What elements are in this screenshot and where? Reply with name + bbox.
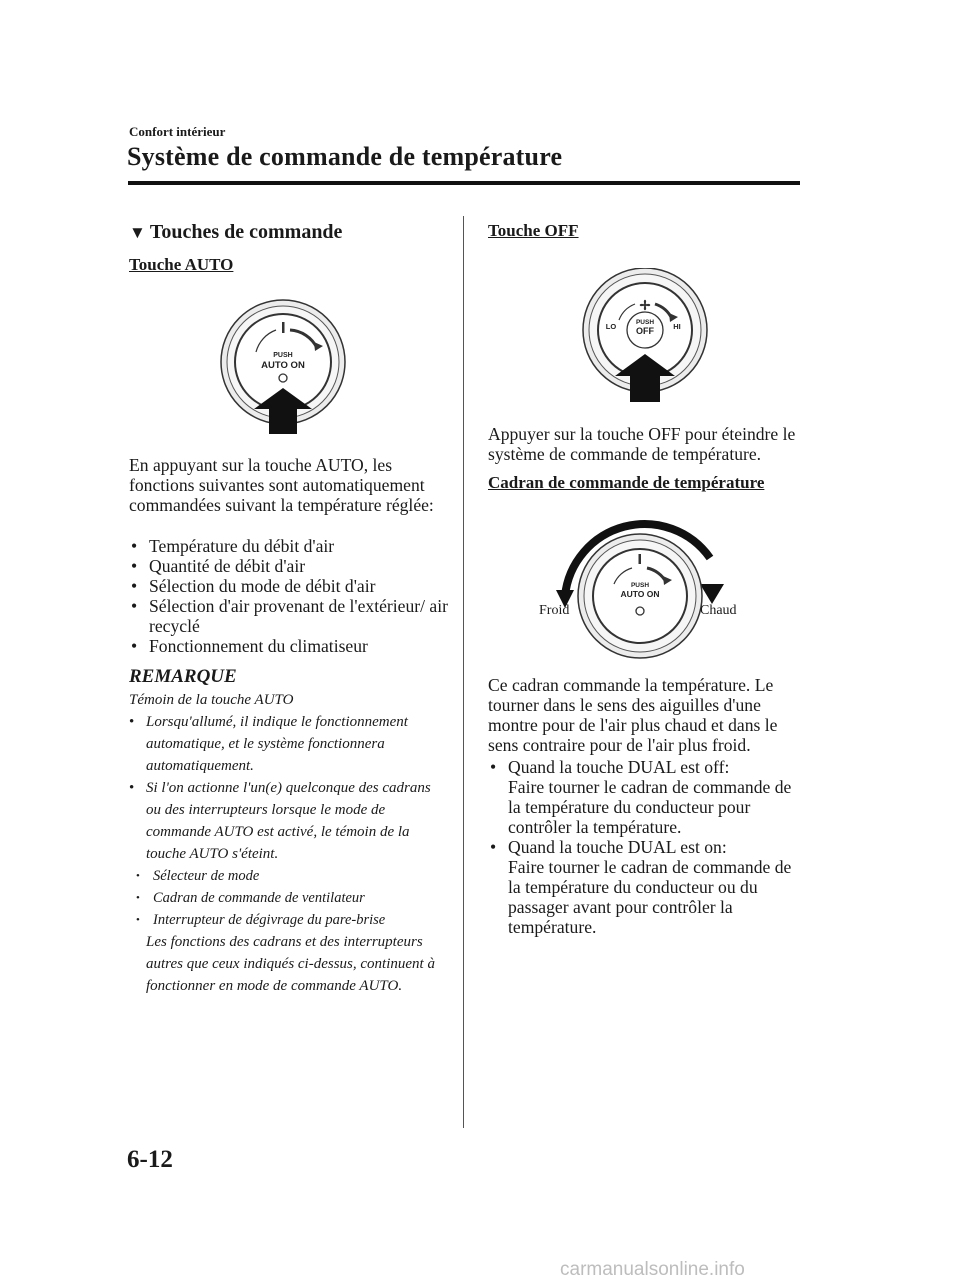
note-body: [129, 689, 447, 997]
cold-label: Froid: [539, 603, 570, 618]
column-divider: [463, 216, 464, 1128]
off-description: Appuyer sur la touche OFF pour éteindre le système de commande de température.: [488, 424, 796, 464]
hi-label: HI: [673, 322, 681, 331]
list-item: • Quand la touche DUAL est on: Faire tourner le cadran de commande de la température du conducteur ou du passager avant pour contrôler la température.: [490, 837, 792, 937]
list-item: • Sélection du mode de débit d'air: [131, 576, 376, 596]
controls-heading: [129, 221, 342, 244]
note-subheading: Témoin de la touche AUTO: [129, 692, 294, 708]
title-rule: [128, 181, 800, 185]
list-item: • Sélection d'air provenant de l'extérieur/ air recyclé: [131, 596, 448, 636]
auto-button-title: Touche AUTO: [129, 255, 234, 274]
page-number: 6-12: [127, 1146, 173, 1173]
lo-label: LO: [605, 322, 617, 331]
auto-function-list: [129, 536, 449, 656]
auto-on-label: AUTO ON: [261, 360, 305, 371]
note-item: • Lorsqu'allumé, il indique le fonctionnement automatique, et le système fonctionnera automatiquement.: [129, 714, 408, 774]
off-button-illustration: [575, 268, 715, 418]
dual-list: [488, 757, 803, 937]
dial-description: Ce cadran commande la température. Le tourner dans le sens des aiguilles d'une montre pour de l'air plus chaud et dans le sens contraire pour de l'air plus froid.: [488, 675, 778, 755]
list-item: • Fonctionnement du climatiseur: [131, 636, 368, 656]
off-label: OFF: [636, 326, 654, 336]
note-item: • Si l'on actionne l'un(e) quelconque des cadrans ou des interrupteurs lorsque le mode de commande AUTO est activé, le témoin de la touche AUTO s'éteint.: [129, 780, 431, 862]
auto-button-illustration: [218, 296, 348, 446]
off-button-title: Touche OFF: [488, 221, 579, 240]
note-heading: REMARQUE: [129, 666, 237, 687]
page-title: Système de commande de température: [127, 142, 563, 171]
dial-push-label: PUSH: [630, 582, 650, 589]
note-subitem: • Cadran de commande de ventilateur: [136, 890, 365, 906]
watermark: carmanualsonline.info: [560, 1259, 745, 1280]
hot-label: Chaud: [700, 603, 737, 618]
note-closing: Les fonctions des cadrans et des interrupteurs autres que ceux indiqués ci-dessus, continuent à fonctionner en mode de commande AUTO.: [146, 934, 435, 994]
section-label: Confort intérieur: [129, 124, 226, 139]
list-item: • Température du débit d'air: [131, 536, 335, 556]
note-subitem: • Sélecteur de mode: [136, 868, 260, 884]
dial-auto-on-label: AUTO ON: [620, 589, 660, 599]
temperature-dial-illustration: [530, 508, 760, 668]
list-item: • Quantité de débit d'air: [131, 556, 306, 576]
list-item: • Quand la touche DUAL est off: Faire tourner le cadran de commande de la température du conducteur pour contrôler la température.: [490, 757, 792, 837]
dial-title: Cadran de commande de température: [488, 473, 765, 492]
off-push-label: PUSH: [635, 319, 655, 326]
note-subitem: • Interrupteur de dégivrage du pare-brise: [136, 912, 386, 928]
auto-intro: En appuyant sur la touche AUTO, les fonctions suivantes sont automatiquement commandées suivant la température réglée:: [129, 455, 434, 515]
controls-heading-text: Touches de commande: [149, 221, 343, 243]
triangle-marker-icon: ▼: [129, 223, 146, 242]
auto-push-label: PUSH: [273, 352, 293, 359]
